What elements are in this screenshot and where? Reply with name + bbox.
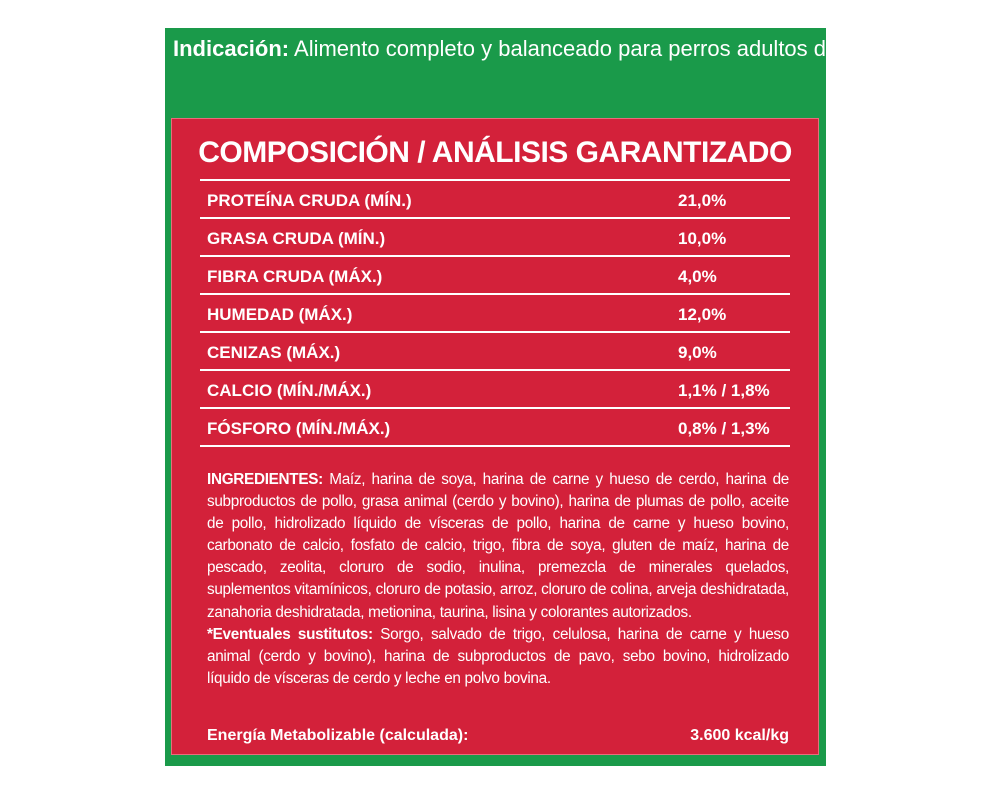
ingredients-text: Maíz, harina de soya, harina de carne y hueso de cerdo, harina de subproductos de pollo, grasa animal (cerdo y bovino), harina de plumas de pollo, aceite de pollo, hidrolizado líquido de vísceras de pollo, harina de carne y hueso bovino, carbonato de calcio, fosfato de calcio, trigo, fibra de soya, gluten de maíz, harina de pescado, zeolita, cloruro de sodio, inulina, premezcla de minerales quelados, suplementos vitamínicos, cloruro de potasio, arroz, cloruro de colina, arveja deshidratada, zanahoria deshidratada, metionina, taurina, lisina y colorantes autorizados. [207, 471, 789, 621]
label-panel [165, 28, 826, 766]
row-label: CENIZAS (MÁX.) [207, 343, 341, 362]
analysis-card [171, 118, 819, 755]
energy-value: 3.600 kcal/kg [690, 727, 789, 744]
row-value: 21,0% [678, 191, 727, 210]
row-divider [200, 369, 790, 371]
energy-line [207, 725, 789, 747]
row-value: 4,0% [678, 267, 717, 286]
ingredients-paragraph [207, 471, 789, 621]
analysis-row [200, 259, 790, 295]
analysis-row [200, 373, 790, 409]
ingredients-label: INGREDIENTES: [207, 471, 323, 488]
row-label: HUMEDAD (MÁX.) [207, 305, 353, 324]
row-divider [200, 255, 790, 257]
row-label: FIBRA CRUDA (MÁX.) [207, 267, 383, 286]
analysis-row [200, 221, 790, 257]
substitutes-label: *Eventuales sustitutos: [207, 625, 373, 643]
row-divider [200, 445, 790, 447]
title-divider [200, 179, 790, 181]
row-label: CALCIO (MÍN./MÁX.) [207, 381, 372, 400]
row-value: 0,8% / 1,3% [678, 419, 770, 438]
row-divider [200, 293, 790, 295]
row-label: FÓSFORO (MÍN./MÁX.) [207, 419, 391, 438]
row-label: GRASA CRUDA (MÍN.) [207, 229, 386, 248]
indication-text: Alimento completo y balanceado para perros adultos d [294, 36, 826, 61]
indication-label: Indicación: [173, 36, 290, 61]
substitutes-paragraph [207, 626, 789, 687]
indication-line [173, 32, 826, 66]
row-divider [200, 407, 790, 409]
substitutes-text: Sorgo, salvado de trigo, celulosa, harina de carne y hueso animal (cerdo y bovino), harina de subproductos de pavo, sebo bovino, hidrolizado líquido de vísceras de cerdo y leche en polvo bovina. [207, 625, 789, 687]
row-divider [200, 331, 790, 333]
row-value: 9,0% [678, 343, 717, 362]
analysis-row [200, 335, 790, 371]
row-divider [200, 217, 790, 219]
row-value: 10,0% [678, 229, 727, 248]
row-value: 12,0% [678, 305, 727, 324]
ingredients-block [207, 469, 789, 690]
analysis-title: COMPOSICIÓN / ANÁLISIS GARANTIZADO [198, 136, 792, 169]
analysis-row [200, 183, 790, 219]
analysis-row [200, 297, 790, 333]
row-value: 1,1% / 1,8% [678, 381, 770, 400]
analysis-row [200, 411, 790, 447]
energy-label: Energía Metabolizable (calculada): [207, 727, 469, 744]
row-label: PROTEÍNA CRUDA (MÍN.) [207, 191, 412, 210]
